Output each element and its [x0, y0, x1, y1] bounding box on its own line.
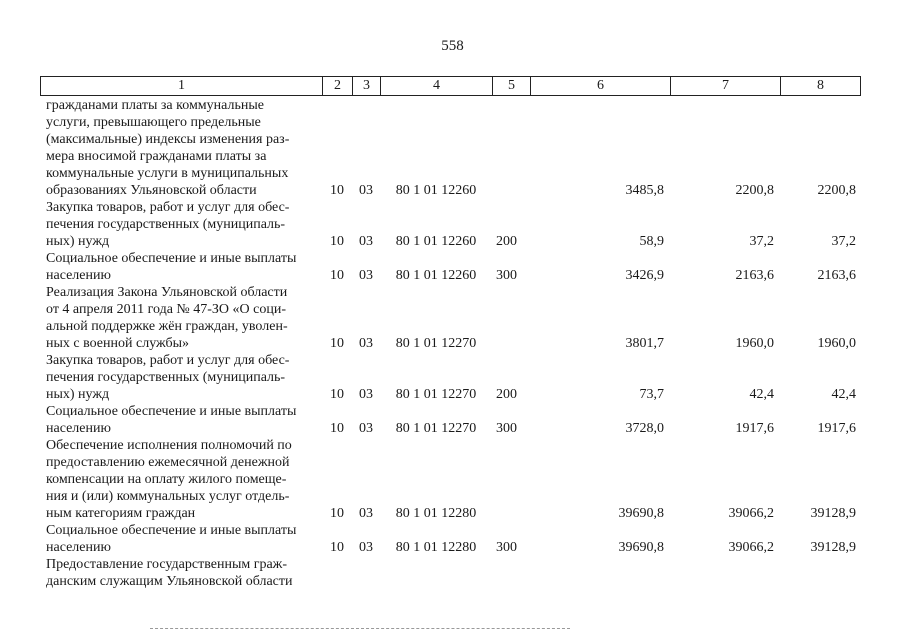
row-description: Обеспечение исполнения полномочий по предоставлению ежемесячной денежной компенсации на оплату жилого помеще- ния и (или) коммунальных услуг отдель- ным категориям граждан [46, 438, 292, 521]
row-value-8: 1917,6 [817, 421, 856, 436]
row-section: 10 [330, 183, 344, 198]
table-row [40, 556, 860, 590]
row-subsection: 03 [359, 234, 373, 249]
header-col-8: 8 [781, 77, 861, 96]
table-row [40, 250, 860, 284]
row-description: Социальное обеспечение и иные выплаты населению [46, 523, 297, 555]
row-section: 10 [330, 234, 344, 249]
row-target-code: 80 1 01 12270 [395, 336, 477, 351]
row-value-7: 39066,2 [728, 506, 774, 521]
row-value-8: 2163,6 [817, 268, 856, 283]
row-description: гражданами платы за коммунальные услуги, превышающего предельные (максимальные) индексы изменения раз- мера вносимой гражданами платы за коммунальные услуги в муниципальных образованиях Ульяновской области [46, 98, 290, 198]
header-col-5: 5 [493, 77, 531, 96]
table-row [40, 522, 860, 556]
table-row [40, 97, 860, 199]
header-col-6: 6 [531, 77, 671, 96]
row-expense-type: 300 [496, 540, 517, 555]
header-col-4: 4 [381, 77, 493, 96]
row-value-6: 73,7 [639, 387, 664, 402]
row-value-6: 58,9 [639, 234, 664, 249]
row-value-7: 39066,2 [728, 540, 774, 555]
row-value-8: 39128,9 [810, 506, 856, 521]
row-value-6: 3801,7 [625, 336, 664, 351]
row-value-7: 2200,8 [735, 183, 774, 198]
row-value-6: 3426,9 [625, 268, 664, 283]
row-value-7: 37,2 [749, 234, 774, 249]
row-section: 10 [330, 421, 344, 436]
header-col-7: 7 [671, 77, 781, 96]
row-value-6: 3728,0 [625, 421, 664, 436]
row-target-code: 80 1 01 12260 [395, 183, 477, 198]
row-section: 10 [330, 387, 344, 402]
row-section: 10 [330, 336, 344, 351]
row-value-7: 42,4 [749, 387, 774, 402]
row-value-6: 39690,8 [618, 540, 664, 555]
row-value-7: 1917,6 [735, 421, 774, 436]
row-value-8: 37,2 [831, 234, 856, 249]
scan-artifact-line [150, 628, 570, 631]
row-subsection: 03 [359, 506, 373, 521]
row-target-code: 80 1 01 12270 [395, 421, 477, 436]
header-col-2: 2 [323, 77, 353, 96]
row-subsection: 03 [359, 387, 373, 402]
row-value-8: 42,4 [831, 387, 856, 402]
row-value-8: 39128,9 [810, 540, 856, 555]
table-row [40, 403, 860, 437]
row-description: Закупка товаров, работ и услуг для обес- печения государственных (муниципаль- ных) нужд [46, 353, 290, 402]
row-value-8: 1960,0 [817, 336, 856, 351]
row-value-7: 1960,0 [735, 336, 774, 351]
row-expense-type: 200 [496, 234, 517, 249]
row-target-code: 80 1 01 12260 [395, 234, 477, 249]
row-target-code: 80 1 01 12260 [395, 268, 477, 283]
table-row [40, 352, 860, 403]
row-description: Закупка товаров, работ и услуг для обес- печения государственных (муниципаль- ных) нужд [46, 200, 290, 249]
row-value-7: 2163,6 [735, 268, 774, 283]
row-value-6: 3485,8 [625, 183, 664, 198]
row-expense-type: 200 [496, 387, 517, 402]
row-target-code: 80 1 01 12270 [395, 387, 477, 402]
table-row [40, 437, 860, 522]
row-section: 10 [330, 506, 344, 521]
header-col-1: 1 [41, 77, 323, 96]
table-header [40, 76, 861, 96]
row-section: 10 [330, 540, 344, 555]
row-value-8: 2200,8 [817, 183, 856, 198]
row-subsection: 03 [359, 268, 373, 283]
row-target-code: 80 1 01 12280 [395, 540, 477, 555]
row-description: Социальное обеспечение и иные выплаты населению [46, 404, 297, 436]
table-row [40, 284, 860, 352]
row-subsection: 03 [359, 421, 373, 436]
row-description: Социальное обеспечение и иные выплаты населению [46, 251, 297, 283]
row-subsection: 03 [359, 540, 373, 555]
row-description: Реализация Закона Ульяновской области от 4 апреля 2011 года № 47-ЗО «О соци- альной поддержке жён граждан, уволен- ных с военной службы» [46, 285, 288, 351]
row-target-code: 80 1 01 12280 [395, 506, 477, 521]
row-description: Предоставление государственным граж- данским служащим Ульяновской области [46, 557, 293, 589]
row-expense-type: 300 [496, 268, 517, 283]
header-col-3: 3 [353, 77, 381, 96]
row-subsection: 03 [359, 336, 373, 351]
page-number: 558 [441, 38, 464, 54]
budget-table-body [40, 97, 860, 590]
row-section: 10 [330, 268, 344, 283]
row-expense-type: 300 [496, 421, 517, 436]
table-row [40, 199, 860, 250]
row-subsection: 03 [359, 183, 373, 198]
row-value-6: 39690,8 [618, 506, 664, 521]
